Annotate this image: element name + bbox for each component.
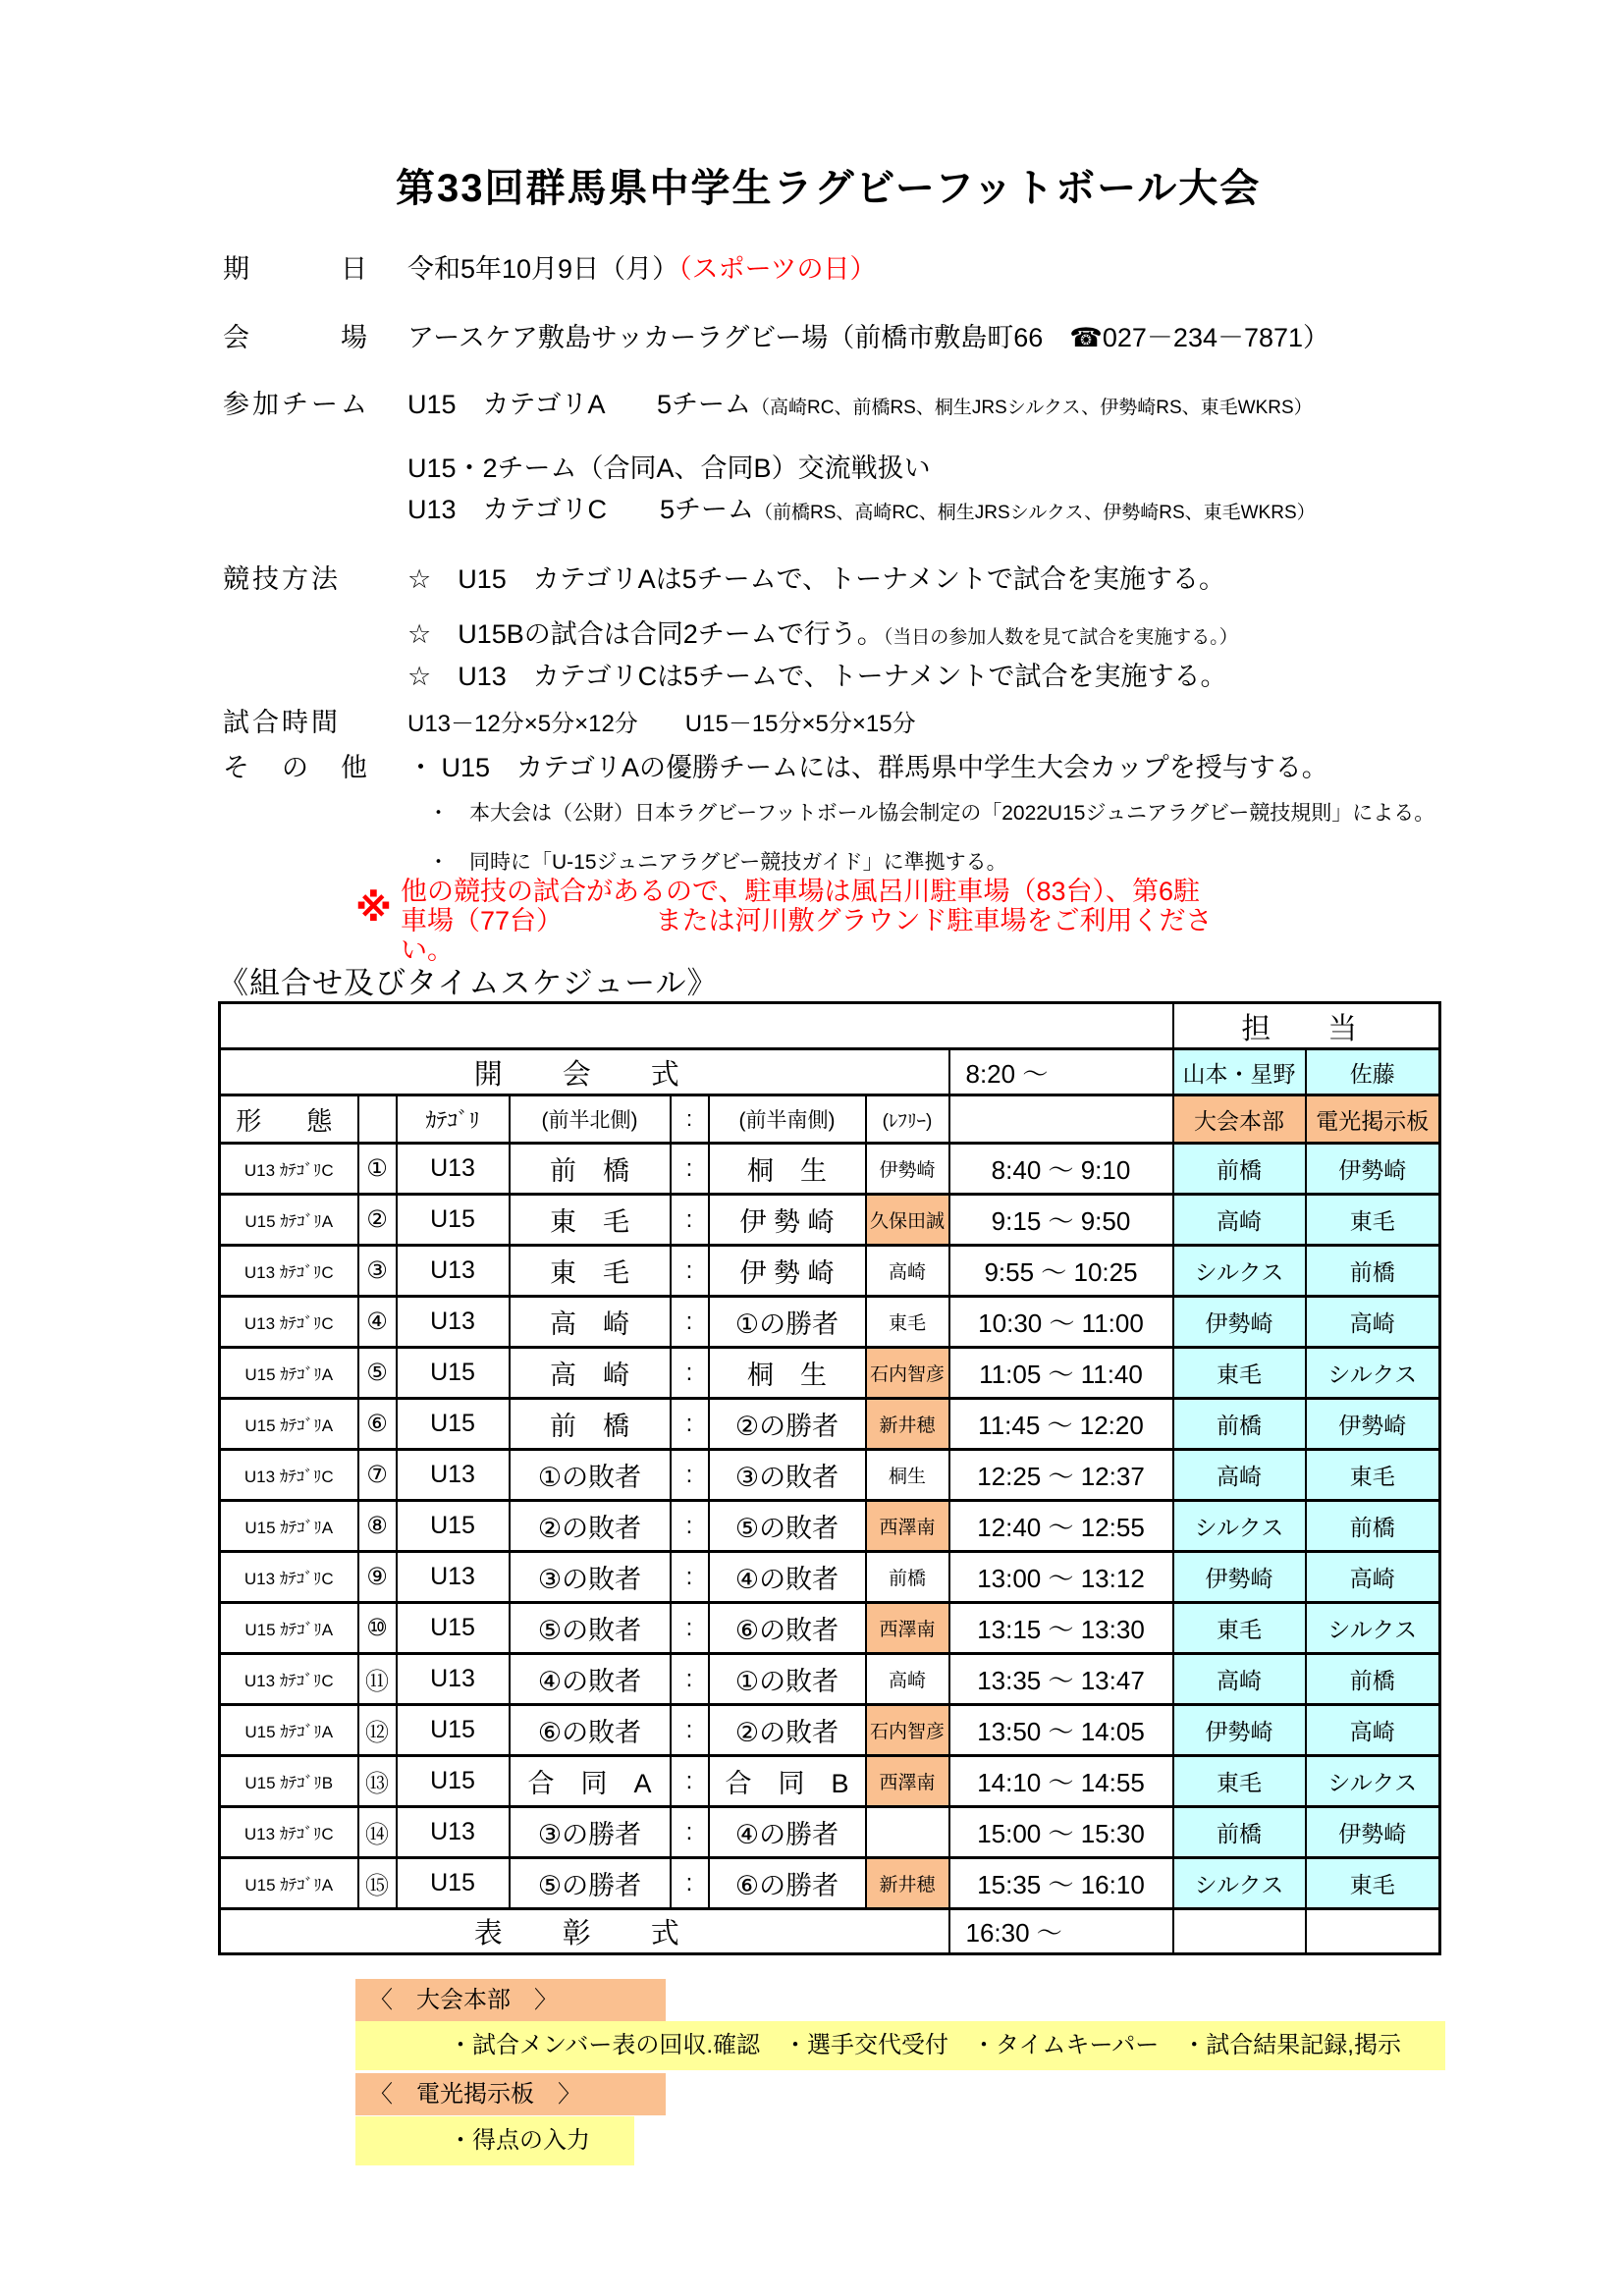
match-category: U15: [397, 1399, 510, 1450]
match-south-team: ⑥の勝者: [709, 1858, 866, 1909]
match-north-team: ③の敗者: [510, 1552, 671, 1603]
match-number: ⑥: [358, 1399, 397, 1450]
match-duty-honbu: 高崎: [1173, 1450, 1306, 1501]
match-number: ⑬: [358, 1756, 397, 1807]
match-colon: :: [671, 1756, 709, 1807]
match-row: [220, 1501, 1440, 1552]
match-time: 10:30 ～ 11:00: [949, 1297, 1173, 1348]
match-number: ⑧: [358, 1501, 397, 1552]
match-time: 9:55 ～ 10:25: [949, 1246, 1173, 1297]
opening-staff-honbu: 山本・星野: [1173, 1049, 1306, 1095]
match-category: U13: [397, 1450, 510, 1501]
match-format: U13 ｶﾃｺﾞﾘC: [220, 1450, 358, 1501]
header-south-side: (前半南側): [709, 1095, 866, 1144]
match-duty-honbu: シルクス: [1173, 1246, 1306, 1297]
match-south-team: 桐 生: [709, 1348, 866, 1399]
match-number: ⑦: [358, 1450, 397, 1501]
match-referee: 東毛: [866, 1297, 949, 1348]
opening-staff-denko: 佐藤: [1306, 1049, 1440, 1095]
match-referee: 久保田誠: [866, 1195, 949, 1246]
match-row: [220, 1297, 1440, 1348]
match-row: [220, 1705, 1440, 1756]
match-south-team: ②の勝者: [709, 1399, 866, 1450]
match-colon: :: [671, 1246, 709, 1297]
match-colon: :: [671, 1297, 709, 1348]
tanto-header-row: [220, 1003, 1440, 1049]
match-row: [220, 1144, 1440, 1195]
match-duty-denko: シルクス: [1306, 1348, 1440, 1399]
match-format: U13 ｶﾃｺﾞﾘC: [220, 1297, 358, 1348]
method-label: 競技方法: [223, 564, 341, 594]
date-value: [407, 247, 877, 286]
match-time: 13:35 ～ 13:47: [949, 1654, 1173, 1705]
match-row: [220, 1552, 1440, 1603]
match-duty-honbu: 前橋: [1173, 1144, 1306, 1195]
awards-ceremony-time: 16:30 ～: [949, 1909, 1173, 1954]
match-time: 8:40 ～ 9:10: [949, 1144, 1173, 1195]
match-south-team: ④の勝者: [709, 1807, 866, 1858]
match-referee: 高崎: [866, 1654, 949, 1705]
teams-line3-main: U13 カテゴリC 5チーム: [407, 495, 754, 524]
match-south-team: 桐 生: [709, 1144, 866, 1195]
match-referee: 前橋: [866, 1552, 949, 1603]
match-duty-denko: 前橋: [1306, 1246, 1440, 1297]
match-time: 13:50 ～ 14:05: [949, 1705, 1173, 1756]
match-north-team: ③の勝者: [510, 1807, 671, 1858]
match-colon: :: [671, 1195, 709, 1246]
match-colon: :: [671, 1552, 709, 1603]
match-referee: 桐生: [866, 1450, 949, 1501]
schedule-table: [218, 1001, 1441, 1955]
match-referee: 新井穂: [866, 1399, 949, 1450]
column-header-row: [220, 1095, 1440, 1144]
match-category: U13: [397, 1246, 510, 1297]
match-duty-denko: 伊勢崎: [1306, 1399, 1440, 1450]
match-category: U13: [397, 1807, 510, 1858]
match-south-team: 合 同 B: [709, 1756, 866, 1807]
match-duty-denko: 東毛: [1306, 1450, 1440, 1501]
match-format: U15 ｶﾃｺﾞﾘA: [220, 1705, 358, 1756]
header-referee: (ﾚﾌﾘｰ): [866, 1095, 949, 1144]
match-duty-denko: シルクス: [1306, 1756, 1440, 1807]
match-number: ⑤: [358, 1348, 397, 1399]
match-duty-honbu: 東毛: [1173, 1348, 1306, 1399]
match-referee: 石内智彦: [866, 1705, 949, 1756]
match-south-team: 伊 勢 崎: [709, 1246, 866, 1297]
match-format: U13 ｶﾃｺﾞﾘC: [220, 1654, 358, 1705]
parking-note-line2: 車場（77台） または河川敷グラウンド駐車場をご利用くださ: [401, 906, 1213, 935]
match-format: U15 ｶﾃｺﾞﾘA: [220, 1399, 358, 1450]
header-category: ｶﾃｺﾞﾘ: [397, 1095, 510, 1144]
match-duty-honbu: 前橋: [1173, 1807, 1306, 1858]
venue-label: 会 場: [223, 323, 370, 352]
match-south-team: ⑥の敗者: [709, 1603, 866, 1654]
match-row: [220, 1348, 1440, 1399]
match-time: 9:15 ～ 9:50: [949, 1195, 1173, 1246]
match-time: 15:00 ～ 15:30: [949, 1807, 1173, 1858]
header-colon: :: [671, 1095, 709, 1144]
match-row: [220, 1807, 1440, 1858]
match-category: U13: [397, 1552, 510, 1603]
teams-label: 参加チーム: [223, 390, 370, 419]
teams-row-3: [223, 488, 1316, 526]
match-south-team: ②の敗者: [709, 1705, 866, 1756]
match-number: ⑫: [358, 1705, 397, 1756]
matchtime-label: 試合時間: [223, 708, 341, 737]
match-format: U15 ｶﾃｺﾞﾘA: [220, 1501, 358, 1552]
match-duty-denko: 高崎: [1306, 1297, 1440, 1348]
note-honbu-body: ・試合メンバー表の回収.確認 ・選手交代受付 ・タイムキーパー ・試合結果記録,掲示: [355, 2021, 1445, 2070]
match-number: ④: [358, 1297, 397, 1348]
match-colon: :: [671, 1705, 709, 1756]
match-colon: :: [671, 1858, 709, 1909]
match-referee: 新井穂: [866, 1858, 949, 1909]
match-duty-denko: 前橋: [1306, 1501, 1440, 1552]
match-format: U13 ｶﾃｺﾞﾘC: [220, 1144, 358, 1195]
header-blank-number: [358, 1095, 397, 1144]
method-row-3: [223, 655, 1227, 693]
match-north-team: 高 崎: [510, 1348, 671, 1399]
teams-line3-detail: （前橋RS、高崎RC、桐生JRSシルクス、伊勢崎RS、東毛WKRS）: [753, 503, 1316, 523]
match-row: [220, 1603, 1440, 1654]
match-time: 12:25 ～ 12:37: [949, 1450, 1173, 1501]
date-value-main: 令和5年10月9日（月）: [407, 254, 679, 284]
match-north-team: 前 橋: [510, 1399, 671, 1450]
date-label: 期 日: [223, 254, 370, 284]
match-referee: 西澤南: [866, 1501, 949, 1552]
match-duty-honbu: 東毛: [1173, 1603, 1306, 1654]
match-time: 11:45 ～ 12:20: [949, 1399, 1173, 1450]
match-category: U13: [397, 1297, 510, 1348]
match-format: U13 ｶﾃｺﾞﾘC: [220, 1246, 358, 1297]
match-category: U15: [397, 1858, 510, 1909]
match-referee: 西澤南: [866, 1603, 949, 1654]
match-number: ②: [358, 1195, 397, 1246]
match-format: U15 ｶﾃｺﾞﾘA: [220, 1858, 358, 1909]
match-north-team: 合 同 A: [510, 1756, 671, 1807]
match-north-team: ⑥の敗者: [510, 1705, 671, 1756]
match-colon: :: [671, 1807, 709, 1858]
match-number: ⑪: [358, 1654, 397, 1705]
venue-row: [223, 316, 1329, 354]
match-duty-denko: 前橋: [1306, 1654, 1440, 1705]
match-number: ①: [358, 1144, 397, 1195]
match-colon: :: [671, 1348, 709, 1399]
match-duty-honbu: シルクス: [1173, 1501, 1306, 1552]
awards-ceremony-row: [220, 1909, 1440, 1954]
match-time: 14:10 ～ 14:55: [949, 1756, 1173, 1807]
match-referee: 石内智彦: [866, 1348, 949, 1399]
match-format: U15 ｶﾃｺﾞﾘA: [220, 1603, 358, 1654]
match-north-team: 東 毛: [510, 1246, 671, 1297]
match-south-team: ⑤の敗者: [709, 1501, 866, 1552]
match-row: [220, 1654, 1440, 1705]
match-duty-denko: 東毛: [1306, 1195, 1440, 1246]
match-time: 13:15 ～ 13:30: [949, 1603, 1173, 1654]
match-row: [220, 1246, 1440, 1297]
match-referee: 西澤南: [866, 1756, 949, 1807]
match-category: U15: [397, 1501, 510, 1552]
match-format: U13 ｶﾃｺﾞﾘC: [220, 1807, 358, 1858]
match-duty-denko: 高崎: [1306, 1552, 1440, 1603]
match-referee: 高崎: [866, 1246, 949, 1297]
match-north-team: ②の敗者: [510, 1501, 671, 1552]
header-honbu: 大会本部: [1173, 1095, 1306, 1144]
tanto-left-blank-cell: [220, 1003, 1173, 1049]
match-category: U15: [397, 1705, 510, 1756]
parking-note-mark: ※: [355, 888, 392, 930]
match-category: U13: [397, 1144, 510, 1195]
tanto-header-cell: 担 当: [1173, 1003, 1440, 1049]
match-number: ⑭: [358, 1807, 397, 1858]
match-duty-honbu: 伊勢崎: [1173, 1705, 1306, 1756]
other-label: そ の 他: [223, 753, 370, 782]
match-south-team: ③の敗者: [709, 1450, 866, 1501]
teams-line2: U15・2チーム（合同A、合同B）交流戦扱い: [407, 454, 931, 483]
match-row: [220, 1195, 1440, 1246]
match-north-team: 前 橋: [510, 1144, 671, 1195]
parking-note-line3: い。: [401, 935, 454, 965]
match-number: ③: [358, 1246, 397, 1297]
match-format: U15 ｶﾃｺﾞﾘA: [220, 1348, 358, 1399]
match-row: [220, 1858, 1440, 1909]
date-holiday-note: （スポーツの日）: [678, 254, 877, 284]
match-category: U13: [397, 1654, 510, 1705]
match-duty-denko: シルクス: [1306, 1603, 1440, 1654]
match-duty-honbu: 東毛: [1173, 1756, 1306, 1807]
method-line3: ☆ U13 カテゴリCは5チームで、トーナメントで試合を実施する。: [407, 662, 1227, 691]
match-category: U15: [397, 1195, 510, 1246]
method-line2-detail: （当日の参加人数を見て試合を実施する。）: [883, 627, 1238, 648]
matchtime-row: [223, 701, 916, 739]
awards-ceremony-label: 表 彰 式: [220, 1909, 949, 1954]
teams-line1-main: U15 カテゴリA 5チーム: [407, 390, 751, 419]
match-duty-denko: 伊勢崎: [1306, 1144, 1440, 1195]
note-denko-heading: 〈 電光掲示板 〉: [355, 2073, 666, 2115]
method-line2-main: ☆ U15Bの試合は合同2チームで行う。: [407, 619, 884, 649]
match-number: ⑨: [358, 1552, 397, 1603]
teams-line1: [407, 383, 1313, 421]
match-duty-honbu: 前橋: [1173, 1399, 1306, 1450]
parking-note-line1: 他の競技の試合があるので、駐車場は風呂川駐車場（83台）、第6駐: [401, 877, 1201, 906]
match-format: U13 ｶﾃｺﾞﾘC: [220, 1552, 358, 1603]
opening-ceremony-row: [220, 1049, 1440, 1095]
match-duty-honbu: シルクス: [1173, 1858, 1306, 1909]
match-category: U15: [397, 1603, 510, 1654]
match-south-team: ④の敗者: [709, 1552, 866, 1603]
match-number: ⑮: [358, 1858, 397, 1909]
match-number: ⑩: [358, 1603, 397, 1654]
other-row-1: [223, 746, 1328, 784]
match-row: [220, 1399, 1440, 1450]
match-duty-honbu: 高崎: [1173, 1654, 1306, 1705]
schedule-heading: 《組合せ及びタイムスケジュール》: [218, 966, 719, 1000]
match-format: U15 ｶﾃｺﾞﾘB: [220, 1756, 358, 1807]
match-duty-honbu: 高崎: [1173, 1195, 1306, 1246]
match-south-team: ①の勝者: [709, 1297, 866, 1348]
match-colon: :: [671, 1654, 709, 1705]
match-duty-denko: 東毛: [1306, 1858, 1440, 1909]
other-line2: ・ 本大会は（公財）日本ラグビーフットボール協会制定の「2022U15ジュニアラグビー競技規則」による。: [428, 802, 1435, 825]
match-colon: :: [671, 1144, 709, 1195]
match-north-team: ⑤の敗者: [510, 1603, 671, 1654]
match-south-team: ①の敗者: [709, 1654, 866, 1705]
opening-ceremony-time: 8:20 ～: [949, 1049, 1173, 1095]
header-north-side: (前半北側): [510, 1095, 671, 1144]
match-duty-honbu: 伊勢崎: [1173, 1552, 1306, 1603]
match-north-team: ①の敗者: [510, 1450, 671, 1501]
matchtime-value: U13－12分×5分×12分 U15－15分×5分×15分: [407, 711, 916, 737]
match-time: 13:00 ～ 13:12: [949, 1552, 1173, 1603]
match-time: 12:40 ～ 12:55: [949, 1501, 1173, 1552]
match-time: 15:35 ～ 16:10: [949, 1858, 1173, 1909]
header-denko: 電光掲示板: [1306, 1095, 1440, 1144]
date-row: [223, 247, 877, 286]
match-colon: :: [671, 1399, 709, 1450]
header-keitai: 形 態: [220, 1095, 358, 1144]
page-title: 第33回群馬県中学生ラグビーフットボール大会: [396, 167, 1262, 210]
venue-value: アースケア敷島サッカーラグビー場（前橋市敷島町66 ☎027－234－7871）: [407, 323, 1330, 352]
awards-blank-honbu: [1173, 1909, 1306, 1954]
match-duty-honbu: 伊勢崎: [1173, 1297, 1306, 1348]
match-colon: :: [671, 1450, 709, 1501]
awards-blank-denko: [1306, 1909, 1440, 1954]
match-time: 11:05 ～ 11:40: [949, 1348, 1173, 1399]
header-blank-time: [949, 1095, 1173, 1144]
match-south-team: 伊 勢 崎: [709, 1195, 866, 1246]
match-north-team: ④の敗者: [510, 1654, 671, 1705]
teams-line1-detail: （高崎RC、前橋RS、桐生JRSシルクス、伊勢崎RS、東毛WKRS）: [751, 398, 1313, 418]
opening-ceremony-label: 開 会 式: [220, 1049, 949, 1095]
match-north-team: 高 崎: [510, 1297, 671, 1348]
match-north-team: 東 毛: [510, 1195, 671, 1246]
match-row: [220, 1756, 1440, 1807]
match-format: U15 ｶﾃｺﾞﾘA: [220, 1195, 358, 1246]
method-row-1: [223, 558, 1225, 596]
other-line1: ・ U15 カテゴリAの優勝チームには、群馬県中学生大会カップを授与する。: [407, 753, 1328, 782]
teams-row-1: [223, 383, 1313, 421]
match-colon: :: [671, 1603, 709, 1654]
match-category: U15: [397, 1348, 510, 1399]
match-colon: :: [671, 1501, 709, 1552]
note-honbu-heading: 〈 大会本部 〉: [355, 1979, 666, 2021]
method-line2: [407, 613, 1238, 651]
other-line3: ・ 同時に「U-15ジュニアラグビー競技ガイド」に準拠する。: [428, 851, 1007, 874]
note-denko-body: ・得点の入力: [355, 2116, 634, 2165]
match-referee: [866, 1807, 949, 1858]
method-line1: ☆ U15 カテゴリAは5チームで、トーナメントで試合を実施する。: [407, 564, 1226, 594]
method-row-2: [223, 613, 1238, 651]
match-referee: 伊勢崎: [866, 1144, 949, 1195]
match-category: U15: [397, 1756, 510, 1807]
match-row: [220, 1450, 1440, 1501]
teams-line3: [407, 488, 1316, 526]
match-duty-denko: 高崎: [1306, 1705, 1440, 1756]
match-duty-denko: 伊勢崎: [1306, 1807, 1440, 1858]
match-north-team: ⑤の勝者: [510, 1858, 671, 1909]
teams-row-2: [223, 447, 931, 485]
